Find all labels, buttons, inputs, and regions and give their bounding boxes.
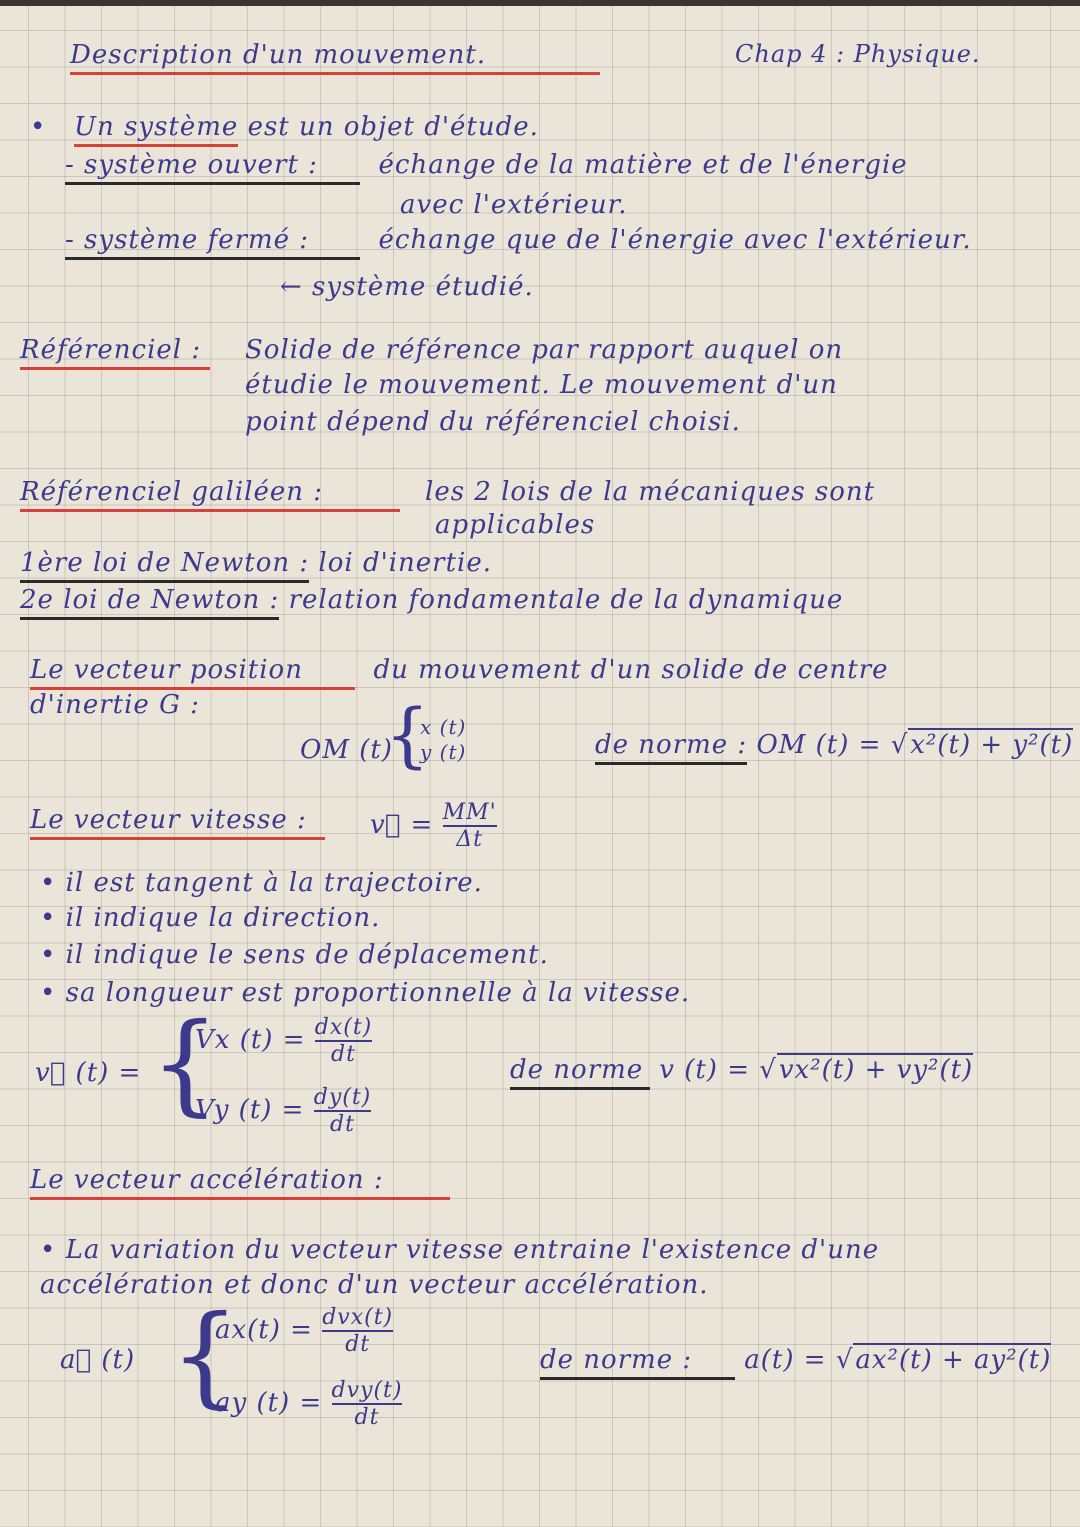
galileen-label: Référenciel galiléen : (20, 477, 400, 512)
newton-1: 1ère loi de Newton : loi d'inertie. (20, 548, 492, 578)
referentiel-def-3: point dépend du référenciel choisi. (245, 407, 741, 437)
newton-2: 2e loi de Newton : relation fondamentale de la dynamique (20, 585, 843, 615)
referentiel-def-1: Solide de référence par rapport auquel on (245, 335, 844, 365)
vitesse-bullet: • il indique le sens de déplacement. (40, 940, 549, 970)
position-line-2: d'inertie G : (30, 690, 200, 720)
vitesse-def: v⃗ = $\frac{MM'}{\Delta t}$ (370, 800, 497, 852)
v-vector: v⃗ (t) = (35, 1058, 142, 1088)
vy-eq: Vy (t) = $\frac{dy(t)}{dt}$ (195, 1085, 372, 1137)
acceleration-def-2: accélération et donc d'un vecteur accélération. (40, 1270, 709, 1300)
vitesse-bullet: • sa longueur est proportionnelle à la vitesse. (40, 978, 691, 1008)
position-line: Le vecteur position du mouvement d'un solide de centre (30, 655, 889, 690)
systeme-ouvert: - système ouvert : échange de la matière et de l'énergie (65, 150, 908, 185)
ax-eq: ax(t) = $\frac{\text{dvx(t)}}{dt}$ (215, 1305, 394, 1357)
systeme-ferme: - système fermé : échange que de l'énergie avec l'extérieur. (65, 225, 972, 260)
om-norme: de norme : OM (t) = √x²(t) + y²(t) (595, 730, 1073, 760)
v-norme: de norme v (t) = √vx²(t) + vy²(t) (510, 1055, 973, 1090)
ay-eq: ay (t) = $\frac{\text{dvy(t)}}{dt}$ (215, 1378, 403, 1430)
acceleration-label: Le vecteur accélération : (30, 1165, 450, 1200)
om-y: y (t) (420, 740, 467, 764)
vx-eq: Vx (t) = $\frac{dx(t)}{dt}$ (195, 1015, 373, 1067)
a-norme: de norme : a(t) = √ax²(t) + ay²(t) (540, 1345, 1051, 1380)
brace-acceleration: { (170, 1291, 240, 1419)
systeme-etudie: ← système étudié. (280, 272, 534, 302)
acceleration-def-1: • La variation du vecteur vitesse entraine l'existence d'une (40, 1235, 880, 1265)
page-edge (0, 0, 1080, 6)
systeme-line: • Un système est un objet d'étude. (30, 112, 539, 142)
a-vector: a⃗ (t) (60, 1345, 136, 1375)
vitesse-bullet: • il indique la direction. (40, 903, 381, 933)
om-vector: OM (t) (300, 735, 393, 765)
galileen-def-2: applicables (435, 510, 596, 540)
vitesse-bullet: • il est tangent à la trajectoire. (40, 868, 483, 898)
brace-vitesse: { (150, 999, 220, 1127)
page-title: Description d'un mouvement. (70, 40, 600, 75)
om-x: x (t) (420, 715, 467, 739)
galileen-def-1: les 2 lois de la mécaniques sont (425, 477, 876, 507)
referentiel-label: Référenciel : (20, 335, 210, 370)
brace-position: { (385, 694, 430, 776)
vitesse-label: Le vecteur vitesse : (30, 805, 325, 840)
referentiel-def-2: étudie le mouvement. Le mouvement d'un (245, 370, 838, 400)
chapter-label: Chap 4 : Physique. (735, 40, 981, 68)
systeme-ouvert-cont: avec l'extérieur. (400, 190, 628, 220)
